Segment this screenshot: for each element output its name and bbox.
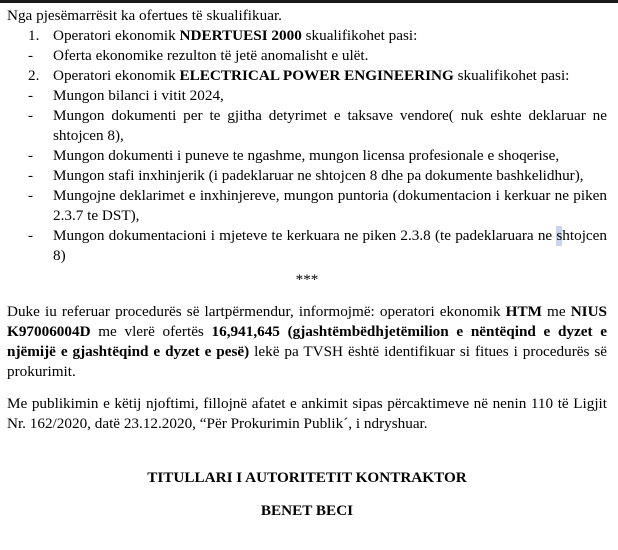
intro-text: Nga pjesëmarrësit ka ofertues të skualifikuar.	[7, 7, 282, 24]
dash-marker: -	[28, 187, 34, 204]
signature-title: TITULLARI I AUTORITETIT KONTRAKTOR	[147, 469, 467, 486]
appeal-paragraph: Me publikimin e këtij njoftimi, fillojnë afatet e ankimit sipas përcaktimeve në nenin 110 të Ligjit Nr. 162/2020, datë 23.12.2020, “Për Prokurimin Publik´, i ndryshuar.	[7, 395, 607, 432]
dash-marker: -	[28, 227, 34, 244]
disqualified-operator-2	[7, 66, 607, 86]
operator-name: ELECTRICAL POWER ENGINEERING	[179, 67, 454, 84]
paragraph-text: lekë pa TVSH është identifikuar si fitues i procedurës së prokurimit.	[7, 343, 608, 380]
reason-item	[7, 226, 607, 266]
dash-marker: -	[28, 87, 34, 104]
paragraph-text: Duke iu referuar procedurës së lartpërmendur, informojmë: operatori ekonomik	[7, 303, 506, 320]
disqualified-operator-1	[7, 26, 607, 46]
section-separator: ***	[295, 271, 319, 288]
operator-suffix: skualifikohet pasi:	[453, 67, 570, 84]
dash-marker: -	[28, 47, 34, 64]
reason-text: Mungon dokumenti per te gjitha detyrimet e taksave vendore( nuk eshte deklaruar ne shtojcen 8),	[53, 107, 607, 144]
dash-marker: -	[28, 107, 34, 124]
reason-item	[7, 166, 607, 186]
reason-text: Mungon dokumenti i puneve te ngashme, mungon licensa profesionale e shoqerise,	[53, 147, 560, 164]
reason-text: Mungon bilanci i vitit 2024,	[53, 87, 224, 104]
paragraph-text: me	[541, 303, 571, 320]
operator-prefix: Operatori ekonomik	[53, 67, 180, 84]
reason-item	[7, 146, 607, 166]
winner-name: HTM	[505, 303, 542, 320]
offer-amount: 16,941,645 (gjashtëmbëdhjetëmilion e nëntëqind e dyzet e njëmijë e gjashtëqind e dyzet e pesë)	[7, 323, 607, 360]
dash-marker: -	[28, 147, 34, 164]
reason-text-start: Mungon dokumentacioni i mjeteve te kerkuara ne piken 2.3.8 (te padeklaruara ne	[53, 227, 557, 244]
reason-item	[7, 46, 607, 66]
reason-item	[7, 86, 607, 106]
list-number: 1.	[28, 27, 40, 44]
reason-text: Oferta ekonomike rezulton të jetë anomalisht e ulët.	[53, 47, 369, 64]
top-border	[0, 0, 618, 3]
reason-item	[7, 106, 607, 146]
reason-text-end: htojcen 8)	[53, 227, 607, 264]
reason-text: Mungojne deklarimet e inxhinjereve, mungon puntoria (dokumentacion i kerkuar ne piken 2.3.7 te DST),	[53, 187, 607, 224]
operator-suffix: skualifikohet pasi:	[301, 27, 418, 44]
winner-nius: NIUS K97006004D	[7, 303, 607, 340]
operator-name: NDERTUESI 2000	[179, 27, 302, 44]
reason-text: Mungon stafi inxhinjerik (i padeklaruar ne shtojcen 8 dhe pa dokumente bashkelidhur),	[53, 167, 584, 184]
winner-paragraph	[7, 302, 607, 382]
paragraph-text: me vlerë ofertës	[90, 323, 212, 340]
operator-prefix: Operatori ekonomik	[53, 27, 180, 44]
text-selection-highlight[interactable]: s	[556, 227, 563, 244]
list-number: 2.	[28, 67, 40, 84]
reason-item	[7, 186, 607, 226]
signature-name: BENET BECI	[260, 502, 354, 519]
document-body	[7, 6, 607, 521]
dash-marker: -	[28, 167, 34, 184]
